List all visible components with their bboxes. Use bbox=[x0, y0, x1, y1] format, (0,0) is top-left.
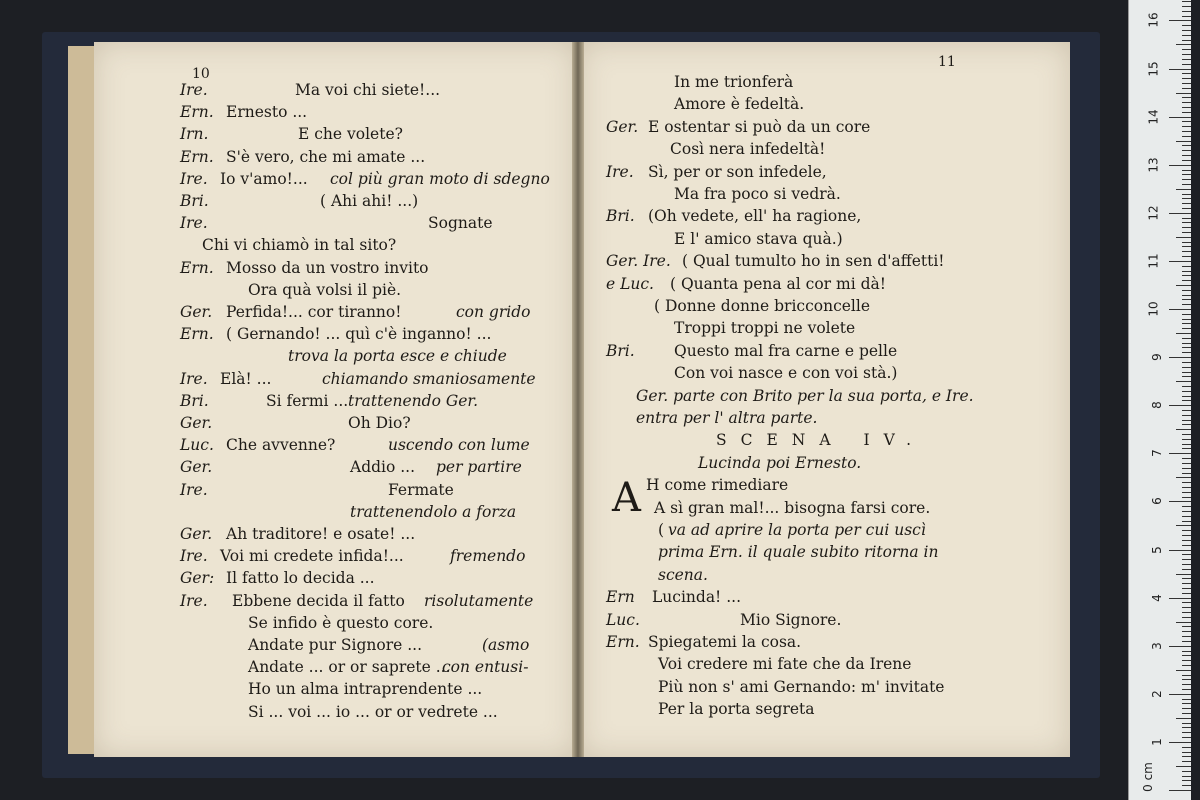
verse-line: Ah traditore! e osate! ... bbox=[226, 525, 416, 543]
ruler-tick bbox=[1182, 482, 1191, 483]
verse-line: Per la porta segreta bbox=[658, 700, 815, 719]
ruler-tick bbox=[1182, 78, 1191, 79]
verse-line: Mio Signore. bbox=[740, 610, 842, 629]
ruler-tick bbox=[1182, 699, 1191, 700]
verse-line: S'è vero, che mi amate ... bbox=[226, 147, 426, 166]
ruler-tick bbox=[1182, 511, 1191, 512]
ruler-tick bbox=[1176, 429, 1191, 430]
ruler-tick bbox=[1176, 477, 1191, 478]
ruler-tick bbox=[1169, 405, 1191, 406]
ruler-tick bbox=[1176, 670, 1191, 671]
speaker-label: Ern. bbox=[180, 103, 214, 122]
ruler-tick bbox=[1182, 424, 1191, 425]
left-page-number: 10 bbox=[192, 66, 210, 82]
verse-line: Sognate bbox=[428, 214, 493, 233]
ruler-tick bbox=[1182, 626, 1191, 627]
ruler-tick bbox=[1182, 636, 1191, 637]
stage-direction: con grido bbox=[456, 303, 531, 321]
verse-line: In me trionferà bbox=[674, 73, 794, 91]
ruler-tick bbox=[1169, 453, 1191, 454]
verse-line: Spiegatemi la cosa. bbox=[648, 633, 802, 651]
ruler-tick bbox=[1176, 574, 1191, 575]
ruler-number: 5 bbox=[1150, 545, 1165, 554]
ruler-tick bbox=[1182, 155, 1191, 156]
ruler-tick bbox=[1182, 612, 1191, 613]
ruler-tick bbox=[1182, 564, 1191, 565]
verse-line: Amore è fedeltà. bbox=[674, 95, 805, 114]
stage-direction: fremendo bbox=[450, 547, 526, 566]
ruler-tick bbox=[1182, 290, 1191, 291]
ruler-number: 3 bbox=[1150, 641, 1165, 650]
speaker-label: Ire. bbox=[606, 162, 634, 181]
ruler-tick bbox=[1182, 487, 1191, 488]
stage-direction: con entusi- bbox=[442, 658, 529, 677]
ruler-tick bbox=[1176, 189, 1191, 190]
ruler-tick bbox=[1182, 559, 1191, 560]
ruler-tick bbox=[1182, 675, 1191, 676]
speaker-label: Ger. bbox=[180, 414, 213, 432]
ruler-tick bbox=[1182, 588, 1191, 589]
ruler-tick bbox=[1182, 497, 1191, 498]
ruler-tick bbox=[1182, 35, 1191, 36]
ruler-tick bbox=[1169, 694, 1191, 695]
ruler-tick bbox=[1182, 540, 1191, 541]
ruler-tick bbox=[1182, 376, 1191, 377]
ruler-tick bbox=[1182, 184, 1191, 185]
ruler-tick bbox=[1182, 6, 1191, 7]
book-gutter bbox=[572, 42, 584, 757]
ruler-tick bbox=[1182, 328, 1191, 329]
ruler-number: 14 bbox=[1146, 108, 1161, 125]
ruler-tick bbox=[1182, 227, 1191, 228]
ruler-tick bbox=[1182, 40, 1191, 41]
verse-line: E l' amico stava quà.) bbox=[674, 229, 843, 248]
ruler-number: 1 bbox=[1150, 738, 1165, 746]
speaker-label: Ire. bbox=[180, 214, 208, 233]
speaker-label: Ger. bbox=[606, 117, 639, 136]
ruler-tick bbox=[1169, 501, 1191, 502]
verse-line: H come rimediare bbox=[646, 476, 789, 495]
stage-direction: chiamando smaniosamente bbox=[322, 369, 536, 388]
ruler-tick bbox=[1169, 117, 1191, 118]
verse-line: Così nera infedeltà! bbox=[670, 140, 826, 159]
ruler-tick bbox=[1182, 492, 1191, 493]
ruler-number: 2 bbox=[1150, 689, 1165, 698]
ruler-tick bbox=[1182, 170, 1191, 171]
ruler-tick bbox=[1176, 44, 1191, 45]
measurement-ruler bbox=[1128, 0, 1191, 800]
ruler-tick bbox=[1182, 126, 1191, 127]
right-page-number: 11 bbox=[938, 54, 956, 70]
ruler-tick bbox=[1182, 83, 1191, 84]
ruler-tick bbox=[1169, 165, 1191, 166]
ruler-tick bbox=[1182, 516, 1191, 517]
ruler-tick bbox=[1182, 107, 1191, 108]
ruler-tick bbox=[1182, 713, 1191, 714]
ruler-tick bbox=[1182, 246, 1191, 247]
ruler-tick bbox=[1182, 198, 1191, 199]
stage-direction: uscendo con lume bbox=[388, 436, 530, 455]
speaker-label: Ire. bbox=[180, 480, 208, 499]
ruler-tick bbox=[1182, 448, 1191, 449]
ruler-tick bbox=[1169, 790, 1191, 791]
verse-line: Ora quà volsi il piè. bbox=[248, 280, 402, 299]
ruler-tick bbox=[1182, 641, 1191, 642]
verse-line: Chi vi chiamò in tal sito? bbox=[202, 236, 397, 255]
speaker-label: Ger. bbox=[180, 303, 213, 321]
ruler-tick bbox=[1182, 179, 1191, 180]
ruler-tick bbox=[1176, 766, 1191, 767]
ruler-tick bbox=[1182, 112, 1191, 113]
ruler-tick bbox=[1182, 232, 1191, 233]
ruler-number: 10 bbox=[1146, 301, 1161, 317]
ruler-tick bbox=[1182, 367, 1191, 368]
verse-line: Sì, per or son infedele, bbox=[648, 162, 827, 181]
ruler-tick bbox=[1182, 554, 1191, 555]
ruler-tick bbox=[1169, 261, 1191, 262]
ruler-tick bbox=[1182, 266, 1191, 267]
speaker-label: Ern. bbox=[180, 258, 214, 277]
verse-line: Questo mal fra carne e pelle bbox=[674, 341, 898, 360]
verse-line: ( Qual tumulto ho in sen d'affetti! bbox=[682, 252, 945, 271]
ruler-tick bbox=[1182, 727, 1191, 728]
ruler-tick bbox=[1182, 737, 1191, 738]
ruler-tick bbox=[1182, 174, 1191, 175]
ruler-tick bbox=[1176, 285, 1191, 286]
ruler-tick bbox=[1182, 218, 1191, 219]
verse-line: Con voi nasce e con voi stà.) bbox=[674, 364, 898, 383]
verse-line: Oh Dio? bbox=[348, 414, 411, 432]
ruler-tick bbox=[1182, 275, 1191, 276]
ruler-tick bbox=[1182, 352, 1191, 353]
ruler-tick bbox=[1182, 222, 1191, 223]
ruler-tick bbox=[1182, 708, 1191, 709]
ruler-tick bbox=[1182, 299, 1191, 300]
ruler-tick bbox=[1182, 660, 1191, 661]
ruler-tick bbox=[1182, 732, 1191, 733]
ruler-tick bbox=[1176, 381, 1191, 382]
ruler-tick bbox=[1182, 410, 1191, 411]
speaker-label: Ger. bbox=[180, 525, 213, 543]
stage-direction: trattenendolo a forza bbox=[350, 502, 517, 521]
drop-cap: A bbox=[612, 475, 641, 521]
verse-line: Se infido è questo core. bbox=[248, 613, 434, 632]
ruler-tick bbox=[1182, 776, 1191, 777]
ruler-tick bbox=[1182, 30, 1191, 31]
stage-direction: trova la porta esce e chiude bbox=[288, 347, 507, 366]
ruler-tick bbox=[1182, 771, 1191, 772]
verse-line: Addio ... bbox=[350, 458, 416, 477]
verse-line: A sì gran mal!... bisogna farsi core. bbox=[654, 498, 931, 517]
ruler-tick bbox=[1182, 521, 1191, 522]
ruler-tick bbox=[1182, 651, 1191, 652]
ruler-number: 6 bbox=[1150, 497, 1165, 506]
verse-line: Il fatto lo decida ... bbox=[226, 569, 375, 588]
speaker-label: Luc. bbox=[180, 436, 214, 455]
verse-line: Ebbene decida il fatto bbox=[232, 591, 405, 610]
ruler-tick bbox=[1182, 420, 1191, 421]
ruler-tick bbox=[1182, 343, 1191, 344]
ruler-tick bbox=[1182, 11, 1191, 12]
stage-direction: risolutamente bbox=[424, 591, 534, 610]
ruler-tick bbox=[1182, 463, 1191, 464]
verse-line: Che avvenne? bbox=[226, 436, 336, 455]
ruler-tick bbox=[1182, 723, 1191, 724]
ruler-tick bbox=[1182, 400, 1191, 401]
ruler-tick bbox=[1176, 333, 1191, 334]
verse-line: Io v'amo!... bbox=[220, 169, 308, 188]
ruler-tick bbox=[1176, 141, 1191, 142]
speaker-label: Bri. bbox=[180, 192, 209, 210]
ruler-tick bbox=[1182, 1, 1191, 2]
ruler-tick bbox=[1182, 251, 1191, 252]
ruler-tick bbox=[1182, 136, 1191, 137]
ruler-tick bbox=[1169, 598, 1191, 599]
ruler-tick bbox=[1182, 372, 1191, 373]
ruler-tick bbox=[1182, 530, 1191, 531]
speaker-label: Ire. bbox=[180, 81, 208, 99]
ruler-tick bbox=[1182, 396, 1191, 397]
verse-line: Voi mi credete infida!... bbox=[220, 547, 404, 566]
ruler-number: 16 bbox=[1146, 12, 1161, 29]
stage-direction: per partire bbox=[436, 458, 522, 477]
ruler-tick bbox=[1182, 145, 1191, 146]
verse-line: Lucinda! ... bbox=[652, 588, 741, 607]
ruler-tick bbox=[1182, 415, 1191, 416]
verse-line: Si ... voi ... io ... or or vedrete ... bbox=[248, 702, 498, 721]
ruler-tick bbox=[1182, 780, 1191, 781]
ruler-tick bbox=[1182, 304, 1191, 305]
ruler-tick bbox=[1182, 785, 1191, 786]
ruler-tick bbox=[1169, 742, 1191, 743]
ruler-tick bbox=[1182, 434, 1191, 435]
speaker-label: e Luc. bbox=[606, 274, 654, 293]
speaker-label: Ern bbox=[606, 588, 635, 607]
ruler-tick bbox=[1182, 756, 1191, 757]
verse-line: Mosso da un vostro invito bbox=[226, 258, 429, 277]
speaker-label: Bri. bbox=[606, 341, 635, 360]
speaker-label: Ger. Ire. bbox=[606, 252, 671, 271]
speaker-label: Ern. bbox=[180, 147, 214, 166]
verse-line: Ernesto ... bbox=[226, 103, 308, 122]
ruler-tick bbox=[1182, 323, 1191, 324]
ruler-tick bbox=[1182, 545, 1191, 546]
verse-line: Voi credere mi fate che da Irene bbox=[658, 655, 912, 674]
verse-line: Perfida!... cor tiranno! bbox=[226, 303, 402, 321]
ruler-tick bbox=[1176, 237, 1191, 238]
ruler-tick bbox=[1182, 160, 1191, 161]
ruler-tick bbox=[1182, 150, 1191, 151]
verse-line: ( Ahi ahi! ...) bbox=[320, 192, 419, 210]
ruler-number: 7 bbox=[1150, 449, 1165, 458]
verse-line: Ma fra poco si vedrà. bbox=[674, 185, 841, 203]
ruler-unit-label: 0 cm bbox=[1141, 762, 1156, 792]
ruler-tick bbox=[1182, 617, 1191, 618]
verse-line: Troppi troppi ne volete bbox=[674, 319, 856, 338]
ruler-tick bbox=[1182, 386, 1191, 387]
ruler-number: 9 bbox=[1150, 353, 1165, 361]
verse-line: Andate pur Signore ... bbox=[248, 636, 423, 654]
ruler-tick bbox=[1182, 16, 1191, 17]
stage-direction: Ger. parte con Brito per la sua porta, e Ire. bbox=[636, 386, 974, 405]
ruler-tick bbox=[1182, 121, 1191, 122]
speaker-label: Ern. bbox=[606, 633, 640, 651]
ruler-number: 4 bbox=[1150, 593, 1165, 602]
verse-line: Più non s' ami Gernando: m' invitate bbox=[658, 677, 945, 696]
speaker-label: Ire. bbox=[180, 369, 208, 388]
ruler-tick bbox=[1182, 256, 1191, 257]
ruler-tick bbox=[1182, 271, 1191, 272]
ruler-tick bbox=[1169, 20, 1191, 21]
ruler-number: 13 bbox=[1146, 157, 1161, 173]
verse-line: Andate ... or or saprete ... bbox=[248, 658, 451, 677]
verse-line: Fermate bbox=[388, 480, 454, 499]
ruler-tick bbox=[1182, 97, 1191, 98]
verse-line: E ostentar si può da un core bbox=[648, 117, 871, 136]
ruler-tick bbox=[1176, 525, 1191, 526]
ruler-tick bbox=[1182, 439, 1191, 440]
ruler-tick bbox=[1182, 319, 1191, 320]
verse-line: ( bbox=[658, 521, 665, 539]
ruler-tick bbox=[1182, 54, 1191, 55]
ruler-tick bbox=[1182, 583, 1191, 584]
ruler-tick bbox=[1182, 25, 1191, 26]
ruler-number: 11 bbox=[1146, 253, 1161, 269]
stage-direction: va ad aprire la porta per cui uscì bbox=[668, 521, 926, 539]
ruler-tick bbox=[1182, 208, 1191, 209]
ruler-number: 12 bbox=[1146, 205, 1161, 221]
ruler-tick bbox=[1182, 607, 1191, 608]
speaker-label: Ger. bbox=[180, 458, 213, 477]
ruler-tick bbox=[1182, 131, 1191, 132]
ruler-tick bbox=[1182, 703, 1191, 704]
ruler-tick bbox=[1182, 473, 1191, 474]
speaker-label: Bri. bbox=[606, 207, 635, 226]
ruler-tick bbox=[1182, 631, 1191, 632]
speaker-label: Luc. bbox=[606, 610, 640, 629]
stage-direction: scena. bbox=[658, 565, 708, 584]
ruler-tick bbox=[1182, 338, 1191, 339]
stage-direction: (asmo bbox=[482, 636, 530, 654]
ruler-tick bbox=[1182, 761, 1191, 762]
ruler-tick bbox=[1182, 49, 1191, 50]
stage-direction: Lucinda poi Ernesto. bbox=[698, 453, 862, 472]
scene-heading: SCENA IV. bbox=[716, 431, 926, 450]
ruler-tick bbox=[1182, 752, 1191, 753]
ruler-tick bbox=[1182, 684, 1191, 685]
stage-direction: col più gran moto di sdegno bbox=[330, 169, 550, 188]
speaker-label: Bri. bbox=[180, 391, 209, 410]
speaker-label: Ern. bbox=[180, 325, 214, 344]
ruler-tick bbox=[1182, 679, 1191, 680]
ruler-tick bbox=[1169, 309, 1191, 310]
speaker-label: Ire. bbox=[180, 547, 208, 566]
ruler-tick bbox=[1176, 718, 1191, 719]
ruler-tick bbox=[1169, 69, 1191, 70]
verse-line: Ma voi chi siete!... bbox=[295, 81, 441, 99]
ruler-tick bbox=[1176, 93, 1191, 94]
verse-line: Ho un alma intraprendente ... bbox=[248, 680, 483, 699]
speaker-label: Irn. bbox=[180, 125, 209, 144]
ruler-tick bbox=[1182, 362, 1191, 363]
ruler-tick bbox=[1182, 665, 1191, 666]
ruler-tick bbox=[1169, 357, 1191, 358]
ruler-tick bbox=[1182, 655, 1191, 656]
verse-line: ( Donne donne bricconcelle bbox=[654, 297, 871, 315]
ruler-tick bbox=[1182, 458, 1191, 459]
ruler-tick bbox=[1182, 391, 1191, 392]
ruler-tick bbox=[1182, 569, 1191, 570]
ruler-tick bbox=[1182, 593, 1191, 594]
stage-direction: prima Ern. il quale subito ritorna in bbox=[658, 543, 939, 562]
verse-line: E che volete? bbox=[298, 125, 403, 144]
ruler-tick bbox=[1169, 213, 1191, 214]
speaker-label: Ger: bbox=[180, 569, 215, 588]
stage-direction: trattenendo Ger. bbox=[348, 391, 479, 410]
ruler-tick bbox=[1182, 64, 1191, 65]
ruler-tick bbox=[1182, 314, 1191, 315]
ruler-tick bbox=[1182, 59, 1191, 60]
ruler-tick bbox=[1182, 444, 1191, 445]
ruler-tick bbox=[1182, 468, 1191, 469]
ruler-tick bbox=[1182, 194, 1191, 195]
ruler-number: 15 bbox=[1146, 60, 1161, 77]
ruler-tick bbox=[1169, 646, 1191, 647]
ruler-tick bbox=[1182, 347, 1191, 348]
ruler-tick bbox=[1182, 602, 1191, 603]
ruler-tick bbox=[1182, 535, 1191, 536]
ruler-tick bbox=[1182, 73, 1191, 74]
stage-direction: entra per l' altra parte. bbox=[636, 409, 818, 427]
ruler-tick bbox=[1176, 622, 1191, 623]
verse-line: ( Quanta pena al cor mi dà! bbox=[670, 274, 886, 293]
ruler-number: 8 bbox=[1150, 401, 1165, 410]
ruler-tick bbox=[1169, 550, 1191, 551]
verse-line: Elà! ... bbox=[220, 369, 272, 388]
verse-line: ( Gernando! ... quì c'è inganno! ... bbox=[226, 325, 492, 344]
ruler-tick bbox=[1182, 203, 1191, 204]
speaker-label: Ire. bbox=[180, 591, 208, 610]
ruler-tick bbox=[1182, 295, 1191, 296]
verse-line: (Oh vedete, ell' ha ragione, bbox=[648, 207, 862, 226]
ruler-tick bbox=[1182, 88, 1191, 89]
ruler-tick bbox=[1182, 747, 1191, 748]
ruler-tick bbox=[1182, 578, 1191, 579]
ruler-tick bbox=[1182, 689, 1191, 690]
ruler-tick bbox=[1182, 280, 1191, 281]
ruler-tick bbox=[1182, 506, 1191, 507]
verse-line: Si fermi ... bbox=[266, 391, 349, 410]
speaker-label: Ire. bbox=[180, 169, 208, 188]
ruler-tick bbox=[1182, 242, 1191, 243]
ruler-tick bbox=[1182, 102, 1191, 103]
